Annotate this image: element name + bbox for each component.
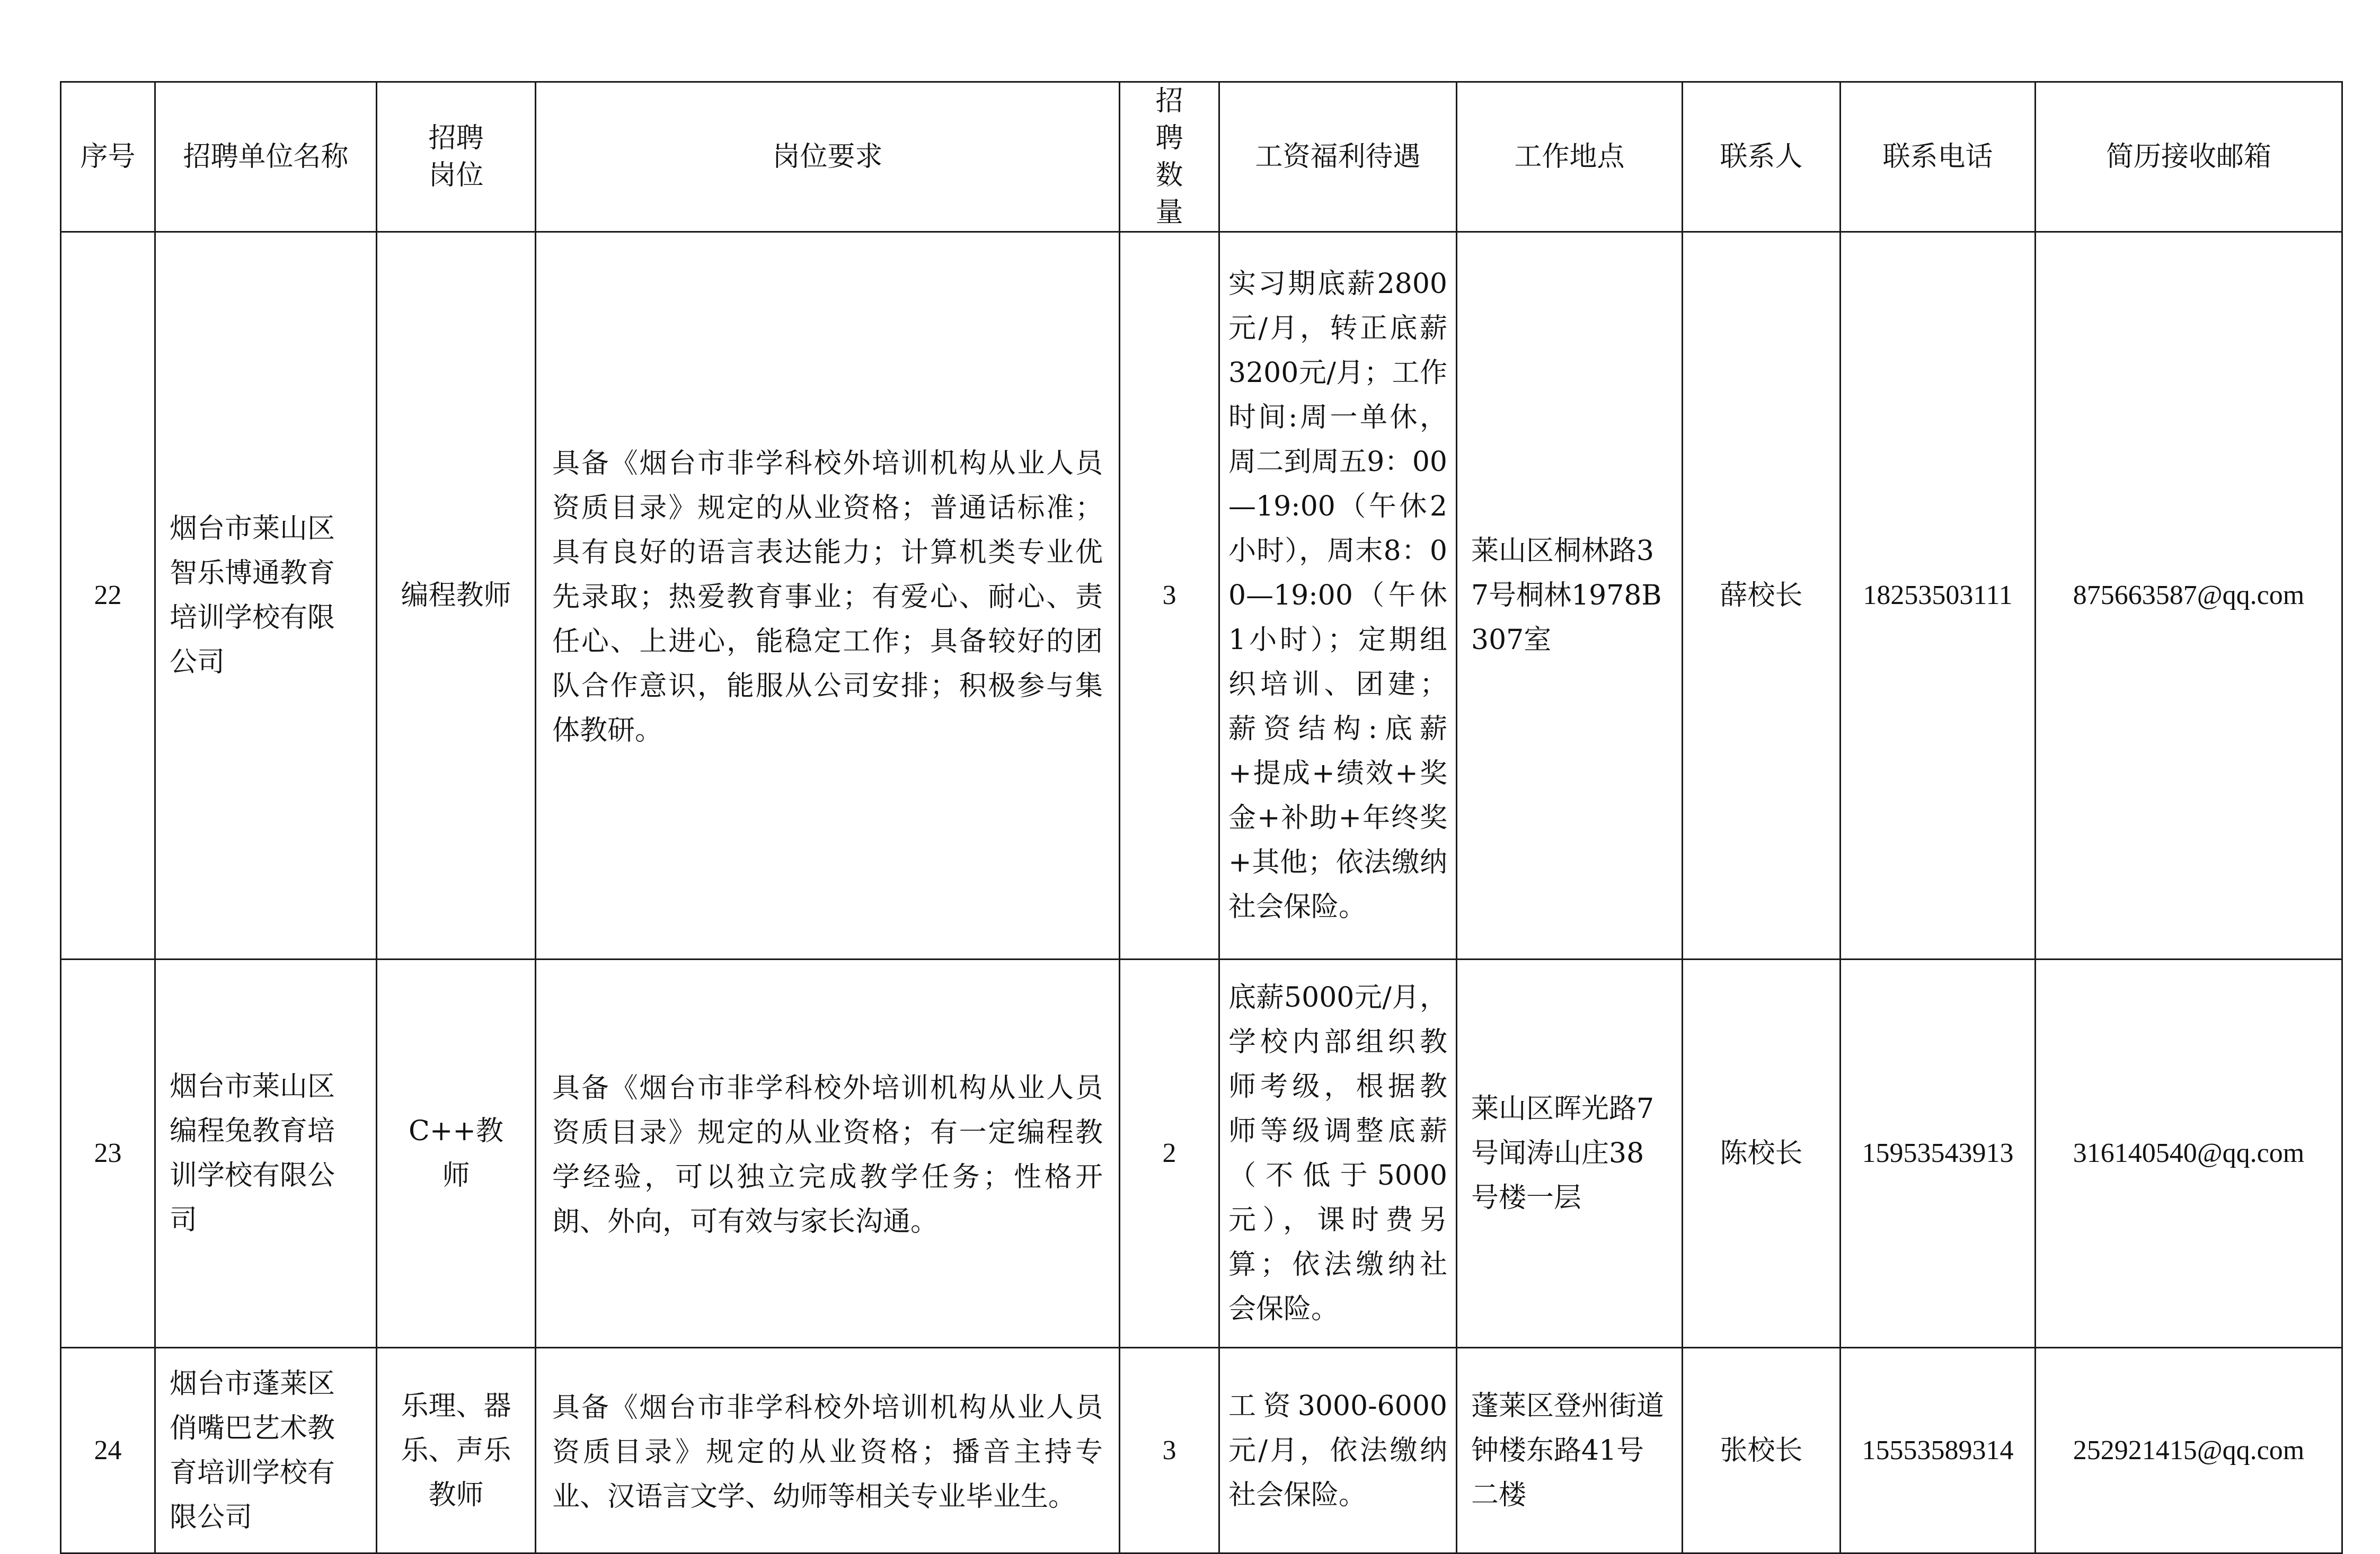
header-seq: 序号 xyxy=(61,82,155,232)
row-location: 莱山区桐林路37号桐林1978B307室 xyxy=(1457,232,1683,960)
row-salary: 工资3000-6000元/月，依法缴纳社会保险。 xyxy=(1219,1348,1457,1553)
row-requirements: 具备《烟台市非学科校外培训机构从业人员资质目录》规定的从业资格；有一定编程教学经验，可以独立完成教学任务；性格开朗、外向，可有效与家长沟通。 xyxy=(536,960,1120,1348)
row-count: 3 xyxy=(1120,232,1219,960)
row-email: 252921415@qq.com xyxy=(2036,1348,2342,1553)
row-position: 编程教师 xyxy=(377,232,536,960)
header-email: 简历接收邮箱 xyxy=(2036,82,2342,232)
row-company: 烟台市蓬莱区俏嘴巴艺术教育培训学校有限公司 xyxy=(155,1348,377,1553)
header-count: 招聘数量 xyxy=(1120,82,1219,232)
row-position: C++教师 xyxy=(377,960,536,1348)
header-requirements: 岗位要求 xyxy=(536,82,1120,232)
header-company: 招聘单位名称 xyxy=(155,82,377,232)
row-company: 烟台市莱山区智乐博通教育培训学校有限公司 xyxy=(155,232,377,960)
row-position: 乐理、器乐、声乐教师 xyxy=(377,1348,536,1553)
row-email: 316140540@qq.com xyxy=(2036,960,2342,1348)
row-company: 烟台市莱山区编程兔教育培训学校有限公司 xyxy=(155,960,377,1348)
row-count: 2 xyxy=(1120,960,1219,1348)
row-phone: 15553589314 xyxy=(1841,1348,2036,1553)
row-seq: 24 xyxy=(61,1348,155,1553)
table-row xyxy=(61,232,2342,960)
header-phone: 联系电话 xyxy=(1841,82,2036,232)
row-contact: 薛校长 xyxy=(1683,232,1841,960)
row-contact: 张校长 xyxy=(1683,1348,1841,1553)
row-phone: 15953543913 xyxy=(1841,960,2036,1348)
row-salary: 底薪5000元/月，学校内部组织教师考级，根据教师等级调整底薪（不低于5000元），课时费另算；依法缴纳社会保险。 xyxy=(1219,960,1457,1348)
table-row xyxy=(61,1348,2342,1553)
recruitment-table xyxy=(60,81,2343,1554)
row-requirements: 具备《烟台市非学科校外培训机构从业人员资质目录》规定的从业资格；普通话标准；具有良好的语言表达能力；计算机类专业优先录取；热爱教育事业；有爱心、耐心、责任心、上进心，能稳定工作；具备较好的团队合作意识，能服从公司安排；积极参与集体教研。 xyxy=(536,232,1120,960)
row-location: 莱山区晖光路7号闻涛山庄38号楼一层 xyxy=(1457,960,1683,1348)
row-contact: 陈校长 xyxy=(1683,960,1841,1348)
row-seq: 23 xyxy=(61,960,155,1348)
row-count: 3 xyxy=(1120,1348,1219,1553)
header-position: 招聘岗位 xyxy=(377,82,536,232)
row-email: 875663587@qq.com xyxy=(2036,232,2342,960)
row-salary: 实习期底薪2800元/月，转正底薪3200元/月；工作时间:周一单休，周二到周五9：00—19:00（午休2小时），周末8：00—19:00（午休1小时）；定期组织培训、团建；薪资结构:底薪+提成+绩效+奖金+补助+年终奖+其他；依法缴纳社会保险。 xyxy=(1219,232,1457,960)
row-phone: 18253503111 xyxy=(1841,232,2036,960)
row-location: 蓬莱区登州街道钟楼东路41号二楼 xyxy=(1457,1348,1683,1553)
header-location: 工作地点 xyxy=(1457,82,1683,232)
row-requirements: 具备《烟台市非学科校外培训机构从业人员资质目录》规定的从业资格；播音主持专业、汉语言文学、幼师等相关专业毕业生。 xyxy=(536,1348,1120,1553)
row-seq: 22 xyxy=(61,232,155,960)
header-salary: 工资福利待遇 xyxy=(1219,82,1457,232)
table-header-row xyxy=(61,82,2342,232)
header-contact: 联系人 xyxy=(1683,82,1841,232)
table-row xyxy=(61,960,2342,1348)
